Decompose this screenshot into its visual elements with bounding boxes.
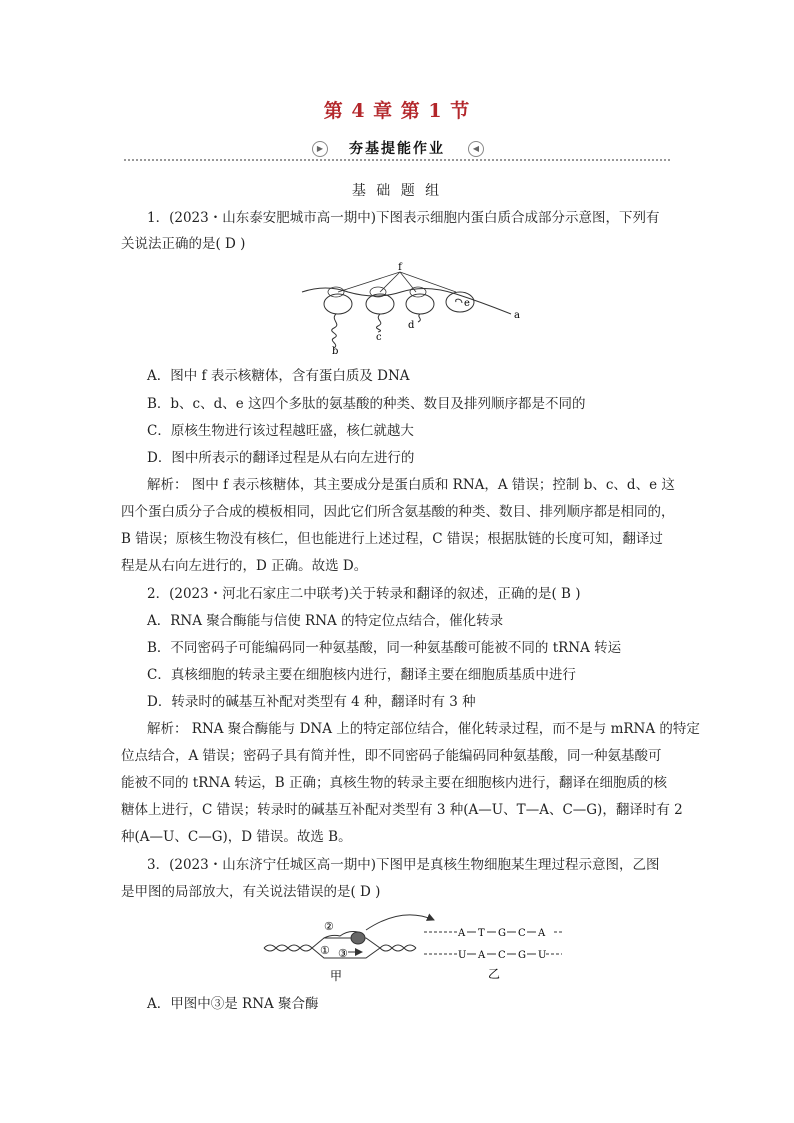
q1-option-c: C．原核生物进行该过程越旺盛，核仁就越大 [147,423,414,439]
play-left-icon: ◀ [468,141,484,157]
q2-analysis-line2: 位点结合，A 错误；密码子具有简并性，即不同密码子能编码同种氨基酸，同一种氨基酸可 [121,748,662,764]
q2-analysis-line3: 能被不同的 tRNA 转运，B 正确；真核生物的转录主要在细胞核内进行，翻译在细胞质的核 [121,775,667,791]
q1-stem-line1: 1．(2023・山东泰安肥城市高一期中)下图表示细胞内蛋白质合成部分示意图，下列有 [147,210,660,226]
label-a: a [514,310,520,321]
q2-stem: 2．(2023・河北石家庄二中联考)关于转录和翻译的叙述，正确的是( B ) [147,586,581,602]
bottom-strand-base-1: U [458,950,467,961]
top-strand-base-5: A [538,928,546,939]
marker-2: ② [324,920,334,933]
q1-analysis-line1: 解析： 图中 f 表示核糖体，其主要成分是蛋白质和 RNA，A 错误；控制 b、c、d、e 这 [147,477,675,493]
q1-analysis-line4: 程是从右向左进行的，D 正确。故选 D。 [121,558,368,574]
label-f: f [398,262,402,273]
q2-option-d: D．转录时的碱基互补配对类型有 4 种，翻译时有 3 种 [147,694,476,710]
label-b: b [332,346,339,357]
section-banner [124,138,670,160]
figure-label-jia: 甲 [330,969,343,983]
q3-stem-line2: 是甲图的局部放大，有关说法错误的是( D ) [121,884,381,900]
top-strand-base-3: G [498,928,506,939]
dotted-divider [124,159,670,161]
q1-analysis-line3: B 错误；原核生物没有核仁，但也能进行上述过程，C 错误；根据肽链的长度可知，翻译过 [121,531,663,547]
q1-option-a: A．图中 f 表示核糖体，含有蛋白质及 DNA [147,368,410,384]
q2-analysis-line4: 糖体上进行，C 错误；转录时的碱基互补配对类型有 3 种(A—U、T—A、C—G)，翻译时有 2 [121,802,683,818]
q1-option-b: B．b、c、d、e 这四个多肽的氨基酸的种类、数目及排列顺序都是不同的 [147,396,586,412]
label-c: c [376,332,382,343]
bottom-strand-base-3: C [498,950,506,961]
marker-1: ① [320,944,330,957]
bottom-strand-base-4: G [518,950,526,961]
section-title: 基 础 题 组 [351,183,443,199]
q2-option-b: B．不同密码子可能编码同一种氨基酸，同一种氨基酸可能被不同的 tRNA 转运 [147,640,622,656]
q2-analysis-line5: 种(A—U、C—G)，D 错误。故选 B。 [121,829,352,845]
q1-ribosome-diagram [296,262,526,357]
q1-stem-line2: 关说法正确的是( D ) [121,236,246,252]
top-strand-base-4: C [518,928,526,939]
q1-option-d: D．图中所表示的翻译过程是从右向左进行的 [147,450,415,466]
q3-option-a: A．甲图中③是 RNA 聚合酶 [147,996,319,1012]
q2-analysis-line1: 解析： RNA 聚合酶能与 DNA 上的特定部位结合，催化转录过程，而不是与 mRNA 的特定 [147,721,700,737]
bottom-strand-base-5: U [538,950,547,961]
q3-stem-line1: 3．(2023・山东济宁任城区高一期中)下图甲是真核生物细胞某生理过程示意图，乙图 [147,857,660,873]
marker-3: ③ [338,947,348,960]
figure-label-yi: 乙 [488,967,501,981]
q1-analysis-line2: 四个蛋白质分子合成的模板相同，因此它们所含氨基酸的种类、数目、排列顺序都是相同的， [121,504,675,520]
q3-transcription-diagram [262,908,562,990]
label-e: e [464,298,470,309]
bottom-strand-base-2: A [478,950,486,961]
q2-option-c: C．真核细胞的转录主要在细胞核内进行，翻译主要在细胞质基质中进行 [147,667,576,683]
banner-label: 夯基提能作业 [349,141,445,157]
chapter-title: 第 4 章 第 1 节 [323,100,471,122]
q2-option-a: A．RNA 聚合酶能与信使 RNA 的特定位点结合，催化转录 [147,613,504,629]
top-strand-base-1: A [458,928,466,939]
label-d: d [408,320,415,331]
top-strand-base-2: T [478,928,485,939]
play-right-icon: ▶ [312,141,328,157]
